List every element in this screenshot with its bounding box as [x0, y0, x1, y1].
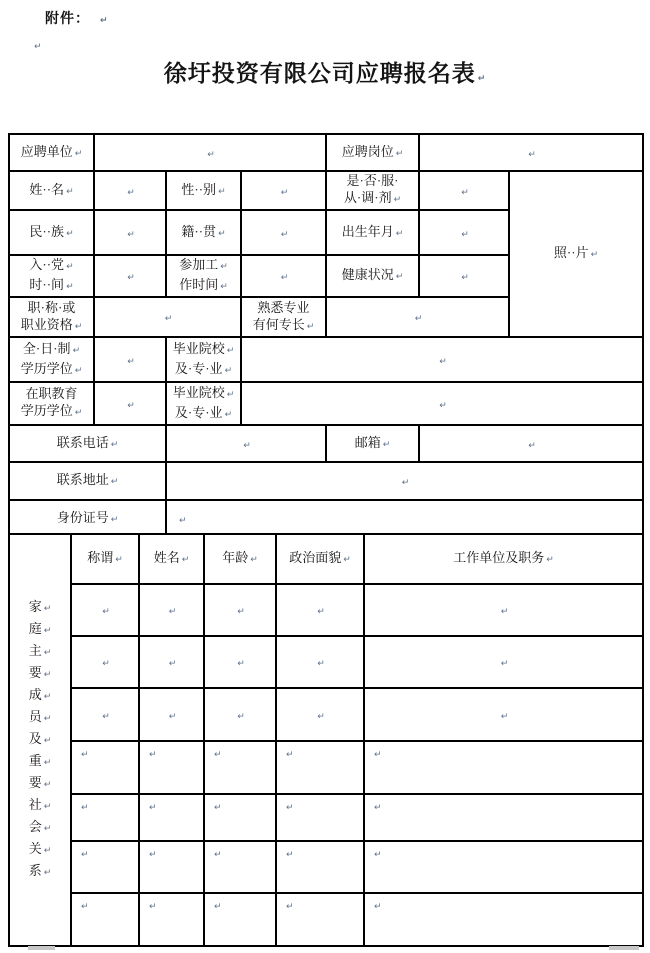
input-family-7-political[interactable]	[276, 893, 364, 946]
paragraph-mark: ↵	[461, 229, 469, 240]
paragraph-mark: ↵	[127, 229, 135, 240]
paragraph-mark: ↵	[374, 902, 382, 912]
paragraph-mark: ↵	[127, 400, 135, 411]
paragraph-mark: ↵	[43, 714, 52, 724]
paragraph-mark: ↵	[102, 711, 110, 722]
input-family-2-name[interactable]	[139, 636, 204, 688]
input-family-5-political[interactable]	[276, 794, 364, 841]
paragraph-mark: ↵	[181, 555, 190, 565]
label-fulltime-degree: 全·日·制 ↵ 学历学位 ↵	[9, 337, 94, 382]
input-family-7-work-unit[interactable]	[364, 893, 643, 946]
paragraph-mark: ↵	[250, 555, 258, 565]
label-health-status: 健康状况 ↵	[326, 255, 419, 297]
paragraph-mark: ↵	[81, 803, 89, 813]
paragraph-mark: ↵	[164, 314, 173, 324]
paragraph-mark: ↵	[149, 750, 157, 760]
paragraph-mark: ↵	[74, 321, 83, 332]
paragraph-mark: ↵	[590, 250, 599, 260]
paragraph-mark: ↵	[100, 16, 109, 26]
paragraph-mark: ↵	[81, 750, 89, 760]
paragraph-mark: ↵	[306, 321, 315, 332]
paragraph-mark: ↵	[102, 607, 110, 617]
paragraph-mark: ↵	[220, 282, 228, 292]
paragraph-mark: ↵	[43, 736, 52, 746]
attachment-label: 附件：	[45, 12, 90, 27]
input-family-7-age[interactable]	[204, 893, 276, 946]
table-row	[9, 134, 643, 171]
paragraph-mark: ↵	[395, 228, 404, 239]
input-family-7-name[interactable]	[139, 893, 204, 946]
input-family-4-relation[interactable]	[71, 741, 139, 794]
paragraph-mark: ↵	[374, 803, 382, 813]
paragraph-mark: ↵	[477, 74, 487, 84]
label-onjob-degree: 在职教育 学历学位 ↵	[9, 382, 94, 425]
paragraph-mark: ↵	[382, 439, 391, 450]
paragraph-mark: ↵	[149, 850, 157, 860]
page-artifact-left	[28, 946, 55, 950]
input-family-1-name[interactable]	[139, 584, 204, 636]
table-row	[9, 171, 643, 210]
paragraph-mark: ↵	[66, 186, 74, 197]
label-id-number: 身份证号 ↵	[9, 500, 166, 537]
paragraph-mark: ↵	[224, 365, 233, 376]
input-family-6-name[interactable]	[139, 841, 204, 893]
table-row	[9, 382, 643, 425]
label-ethnicity: 民··族 ↵	[9, 210, 94, 255]
paragraph-mark: ↵	[43, 604, 52, 614]
paragraph-mark: ↵	[226, 389, 235, 400]
paragraph-mark: ↵	[395, 272, 404, 282]
paragraph-mark: ↵	[214, 750, 222, 760]
paragraph-mark: ↵	[343, 555, 351, 565]
paragraph-mark: ↵	[546, 555, 554, 565]
paragraph-mark: ↵	[43, 824, 52, 834]
table-row	[9, 688, 643, 741]
input-family-4-political[interactable]	[276, 741, 364, 794]
paragraph-mark: ↵	[149, 803, 157, 813]
paragraph-mark: ↵	[214, 803, 222, 813]
paragraph-mark: ↵	[280, 187, 289, 198]
paragraph-mark: ↵	[237, 711, 245, 722]
paragraph-mark: ↵	[218, 186, 226, 197]
paragraph-mark: ↵	[317, 659, 325, 669]
paragraph-mark: ↵	[317, 607, 325, 617]
paragraph-mark: ↵	[280, 229, 289, 240]
paragraph-mark: ↵	[528, 149, 536, 160]
label-party-join-time: 入··党 ↵ 时··间 ↵	[9, 255, 94, 297]
paragraph-mark: ↵	[34, 42, 42, 52]
input-obey-adjustment[interactable]	[419, 171, 509, 210]
input-family-1-age[interactable]	[204, 584, 276, 636]
input-phone[interactable]	[166, 425, 326, 462]
paragraph-mark: ↵	[237, 607, 245, 617]
attachment-line	[45, 8, 109, 28]
input-applying-position[interactable]	[419, 134, 643, 171]
input-family-5-relation[interactable]	[71, 794, 139, 841]
input-work-start-time[interactable]	[241, 255, 326, 297]
paragraph-mark: ↵	[461, 187, 469, 198]
paragraph-mark: ↵	[72, 345, 81, 356]
paragraph-mark: ↵	[74, 148, 83, 159]
input-onjob-school-major[interactable]	[241, 382, 643, 425]
paragraph-mark: ↵	[374, 850, 382, 860]
input-family-4-age[interactable]	[204, 741, 276, 794]
input-family-3-relation[interactable]	[71, 688, 139, 741]
paragraph-mark: ↵	[179, 515, 187, 526]
input-family-4-name[interactable]	[139, 741, 204, 794]
input-title-qualification[interactable]	[94, 297, 241, 337]
paragraph-mark: ↵	[43, 868, 52, 878]
paragraph-mark: ↵	[401, 478, 410, 488]
paragraph-mark: ↵	[110, 477, 119, 487]
table-row	[9, 841, 643, 893]
paragraph-mark: ↵	[43, 758, 52, 768]
input-family-3-age[interactable]	[204, 688, 276, 741]
input-email[interactable]	[419, 425, 643, 462]
label-fulltime-school-major: 毕业院校 ↵ 及·专·业 ↵	[166, 337, 241, 382]
paragraph-mark: ↵	[207, 149, 215, 160]
table-row	[9, 500, 643, 537]
label-applying-position: 应聘岗位 ↵	[326, 134, 419, 171]
input-ethnicity[interactable]	[94, 210, 166, 255]
paragraph-mark: ↵	[317, 711, 325, 722]
paragraph-mark: ↵	[393, 195, 402, 205]
label-onjob-school-major: 毕业院校 ↵ 及·专·业 ↵	[166, 382, 241, 425]
paragraph-mark: ↵	[127, 273, 135, 283]
paragraph-mark: ↵	[286, 803, 294, 813]
label-email: 邮箱 ↵	[326, 425, 419, 462]
input-family-6-age[interactable]	[204, 841, 276, 893]
paragraph-mark: ↵	[168, 607, 177, 617]
paragraph-mark: ↵	[439, 400, 447, 411]
input-native-place[interactable]	[241, 210, 326, 255]
table-row	[9, 794, 643, 841]
label-obey-adjustment: 是·否·服· 从·调·剂 ↵	[326, 171, 419, 210]
column-header-name: 姓名 ↵	[139, 534, 204, 584]
paragraph-mark: ↵	[461, 273, 469, 283]
empty-paragraph	[32, 36, 42, 54]
column-header-political-status: 政治面貌 ↵	[276, 534, 364, 584]
input-family-3-political[interactable]	[276, 688, 364, 741]
input-id-number[interactable]	[166, 500, 643, 537]
paragraph-mark: ↵	[214, 850, 222, 860]
page-title	[0, 55, 650, 88]
paragraph-mark: ↵	[224, 409, 233, 420]
input-fulltime-degree[interactable]	[94, 337, 166, 382]
paragraph-mark: ↵	[66, 228, 74, 239]
photo-cell[interactable]: 照··片 ↵	[509, 171, 643, 337]
paragraph-mark: ↵	[439, 356, 447, 367]
paragraph-mark: ↵	[81, 902, 89, 912]
paragraph-mark: ↵	[220, 262, 228, 272]
column-header-age: 年龄 ↵	[204, 534, 276, 584]
paragraph-mark: ↵	[115, 555, 123, 565]
label-birth-date: 出生年月 ↵	[326, 210, 419, 255]
paragraph-mark: ↵	[43, 846, 52, 856]
label-phone: 联系电话 ↵	[9, 425, 166, 462]
label-specialty: 熟悉专业 有何专长 ↵	[241, 297, 326, 337]
paragraph-mark: ↵	[237, 659, 245, 669]
paragraph-mark: ↵	[214, 902, 222, 912]
input-health-status[interactable]	[419, 255, 509, 297]
input-birth-date[interactable]	[419, 210, 509, 255]
paragraph-mark: ↵	[43, 648, 52, 658]
paragraph-mark: ↵	[528, 440, 536, 451]
paragraph-mark: ↵	[110, 439, 119, 450]
paragraph-mark: ↵	[43, 692, 52, 702]
input-family-2-age[interactable]	[204, 636, 276, 688]
paragraph-mark: ↵	[374, 750, 382, 760]
paragraph-mark: ↵	[168, 711, 177, 722]
paragraph-mark: ↵	[66, 262, 74, 272]
paragraph-mark: ↵	[280, 273, 289, 283]
input-family-6-relation[interactable]	[71, 841, 139, 893]
paragraph-mark: ↵	[149, 902, 157, 912]
paragraph-mark: ↵	[74, 408, 83, 418]
paragraph-mark: ↵	[127, 187, 135, 198]
paragraph-mark: ↵	[43, 670, 52, 680]
paragraph-mark: ↵	[102, 659, 110, 669]
input-family-1-political[interactable]	[276, 584, 364, 636]
family-members-table	[8, 533, 644, 947]
label-family-members-vertical: 家 ↵ 庭 ↵ 主 ↵ 要 ↵ 成 ↵ 员 ↵ 及 ↵ 重 ↵ 要 ↵ 社 ↵ 会 ↵ 关 ↵ 系 ↵	[9, 534, 71, 946]
paragraph-mark: ↵	[43, 626, 52, 636]
column-header-relation: 称谓 ↵	[71, 534, 139, 584]
paragraph-mark: ↵	[43, 802, 52, 812]
input-family-3-name[interactable]	[139, 688, 204, 741]
paragraph-mark: ↵	[168, 659, 177, 669]
page-title-text: 徐圩投资有限公司应聘报名表	[163, 61, 476, 86]
input-family-1-relation[interactable]	[71, 584, 139, 636]
label-gender: 性··别 ↵	[166, 171, 241, 210]
table-row	[9, 425, 643, 462]
paragraph-mark: ↵	[286, 902, 294, 912]
input-family-5-work-unit[interactable]	[364, 794, 643, 841]
table-row	[9, 534, 643, 584]
label-applying-unit: 应聘单位 ↵	[9, 134, 94, 171]
label-title-qualification: 职·称·或 职业资格 ↵	[9, 297, 94, 337]
label-name: 姓··名 ↵	[9, 171, 94, 210]
paragraph-mark: ↵	[110, 514, 119, 525]
table-row	[9, 584, 643, 636]
input-name[interactable]	[94, 171, 166, 210]
input-gender[interactable]	[241, 171, 326, 210]
paragraph-mark: ↵	[74, 365, 83, 376]
paragraph-mark: ↵	[414, 314, 423, 324]
input-family-4-work-unit[interactable]	[364, 741, 643, 794]
page-artifact-right	[609, 946, 639, 950]
applicant-info-table	[8, 133, 644, 538]
input-family-7-relation[interactable]	[71, 893, 139, 946]
input-party-join-time[interactable]	[94, 255, 166, 297]
paragraph-mark: ↵	[81, 850, 89, 860]
input-family-1-work-unit[interactable]	[364, 584, 643, 636]
paragraph-mark: ↵	[127, 356, 135, 367]
input-family-2-political[interactable]	[276, 636, 364, 688]
input-family-2-relation[interactable]	[71, 636, 139, 688]
input-address[interactable]	[166, 462, 643, 500]
label-work-start-time: 参加工 ↵ 作时间 ↵	[166, 255, 241, 297]
input-family-3-work-unit[interactable]	[364, 688, 643, 741]
input-family-2-work-unit[interactable]	[364, 636, 643, 688]
input-family-6-political[interactable]	[276, 841, 364, 893]
paragraph-mark: ↵	[500, 659, 509, 669]
paragraph-mark: ↵	[43, 780, 52, 790]
table-row	[9, 741, 643, 794]
paragraph-mark: ↵	[500, 711, 509, 722]
input-specialty[interactable]	[326, 297, 509, 337]
table-row	[9, 462, 643, 500]
input-onjob-degree[interactable]	[94, 382, 166, 425]
paragraph-mark: ↵	[243, 440, 251, 451]
input-applying-unit[interactable]	[94, 134, 326, 171]
input-family-6-work-unit[interactable]	[364, 841, 643, 893]
paragraph-mark: ↵	[395, 148, 404, 159]
paragraph-mark: ↵	[218, 228, 226, 239]
paragraph-mark: ↵	[500, 607, 509, 617]
table-row	[9, 893, 643, 946]
input-family-5-age[interactable]	[204, 794, 276, 841]
input-family-5-name[interactable]	[139, 794, 204, 841]
paragraph-mark: ↵	[286, 750, 294, 760]
label-native-place: 籍··贯 ↵	[166, 210, 241, 255]
input-fulltime-school-major[interactable]	[241, 337, 643, 382]
column-header-work-unit: 工作单位及职务 ↵	[364, 534, 643, 584]
paragraph-mark: ↵	[66, 282, 74, 292]
paragraph-mark: ↵	[226, 345, 235, 356]
paragraph-mark: ↵	[286, 850, 294, 860]
label-address: 联系地址 ↵	[9, 462, 166, 500]
table-row	[9, 337, 643, 382]
table-row	[9, 636, 643, 688]
